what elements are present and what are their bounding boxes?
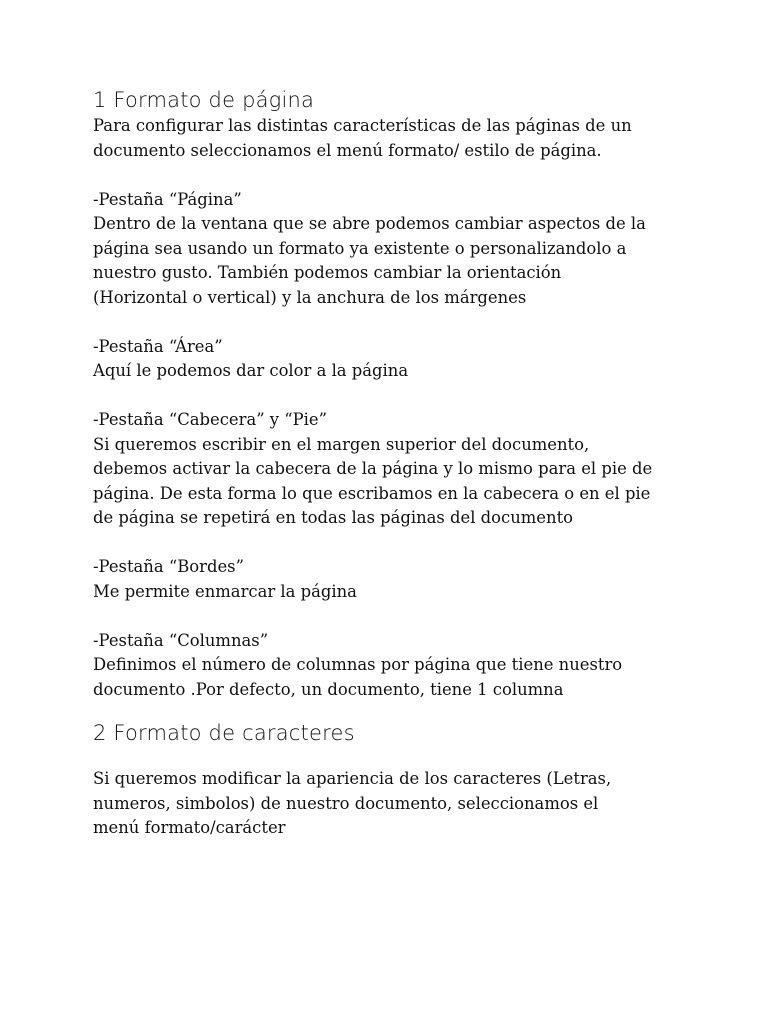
text-line: (Horizontal o vertical) y la anchura de los márgenes — [93, 287, 527, 307]
text-line: nuestro gusto. También podemos cambiar la orientación — [93, 263, 562, 282]
text-line: Definimos el número de columnas por página que tiene nuestro — [93, 655, 623, 674]
tab-bordes-title: -Pestaña “Bordes” — [93, 557, 244, 576]
text-line: página sea usando un formato ya existente o personalizandolo a — [93, 238, 627, 258]
blank-line — [93, 384, 723, 409]
text-line: documento .Por defecto, un documento, tiene 1 columna — [93, 679, 564, 699]
text-line: Me permite enmarcar la página — [93, 581, 357, 601]
blank-line — [93, 531, 723, 556]
text-line: menú formato/carácter — [93, 818, 286, 837]
text-line: Para configurar las distintas características de las páginas de un — [93, 116, 632, 135]
section-2-heading: 2 Formato de caracteres — [93, 721, 355, 745]
text-line: debemos activar la cabecera de la página y lo mismo para el pie de — [93, 459, 653, 478]
text-line: Dentro de la ventana que se abre podemos cambiar aspectos de la — [93, 214, 646, 233]
text-line: de página se repetirá en todas las páginas del documento — [93, 508, 574, 527]
document-content — [93, 86, 723, 841]
tab-cabecera-pie-title: -Pestaña “Cabecera” y “Pie” — [93, 410, 327, 429]
tab-pagina-title: -Pestaña “Página” — [93, 189, 242, 209]
tab-columnas-title: -Pestaña “Columnas” — [93, 630, 269, 650]
section-2-intro — [93, 767, 723, 841]
blank-line — [93, 310, 723, 335]
tab-columnas-block — [93, 629, 723, 703]
text-line: página. De esta forma lo que escribamos en la cabecera o en el pie — [93, 483, 651, 503]
tab-cabecera-pie-block — [93, 408, 723, 531]
text-line: numeros, simbolos) de nuestro documento, seleccionamos el — [93, 793, 599, 813]
section-1-intro — [93, 114, 723, 163]
blank-line — [93, 604, 723, 629]
tab-pagina-block — [93, 188, 723, 311]
text-line: Aquí le podemos dar color a la página — [93, 361, 409, 380]
section-1-heading: 1 Formato de página — [93, 88, 315, 112]
spacer — [93, 747, 723, 767]
text-line: documento seleccionamos el menú formato/ estilo de página. — [93, 140, 602, 160]
text-line: Si queremos modificar la apariencia de los caracteres (Letras, — [93, 769, 612, 788]
tab-area-block — [93, 335, 723, 384]
text-line: Si queremos escribir en el margen superior del documento, — [93, 434, 590, 454]
tab-area-title: -Pestaña “Área” — [93, 336, 223, 356]
tab-bordes-block — [93, 555, 723, 604]
blank-line — [93, 163, 723, 188]
